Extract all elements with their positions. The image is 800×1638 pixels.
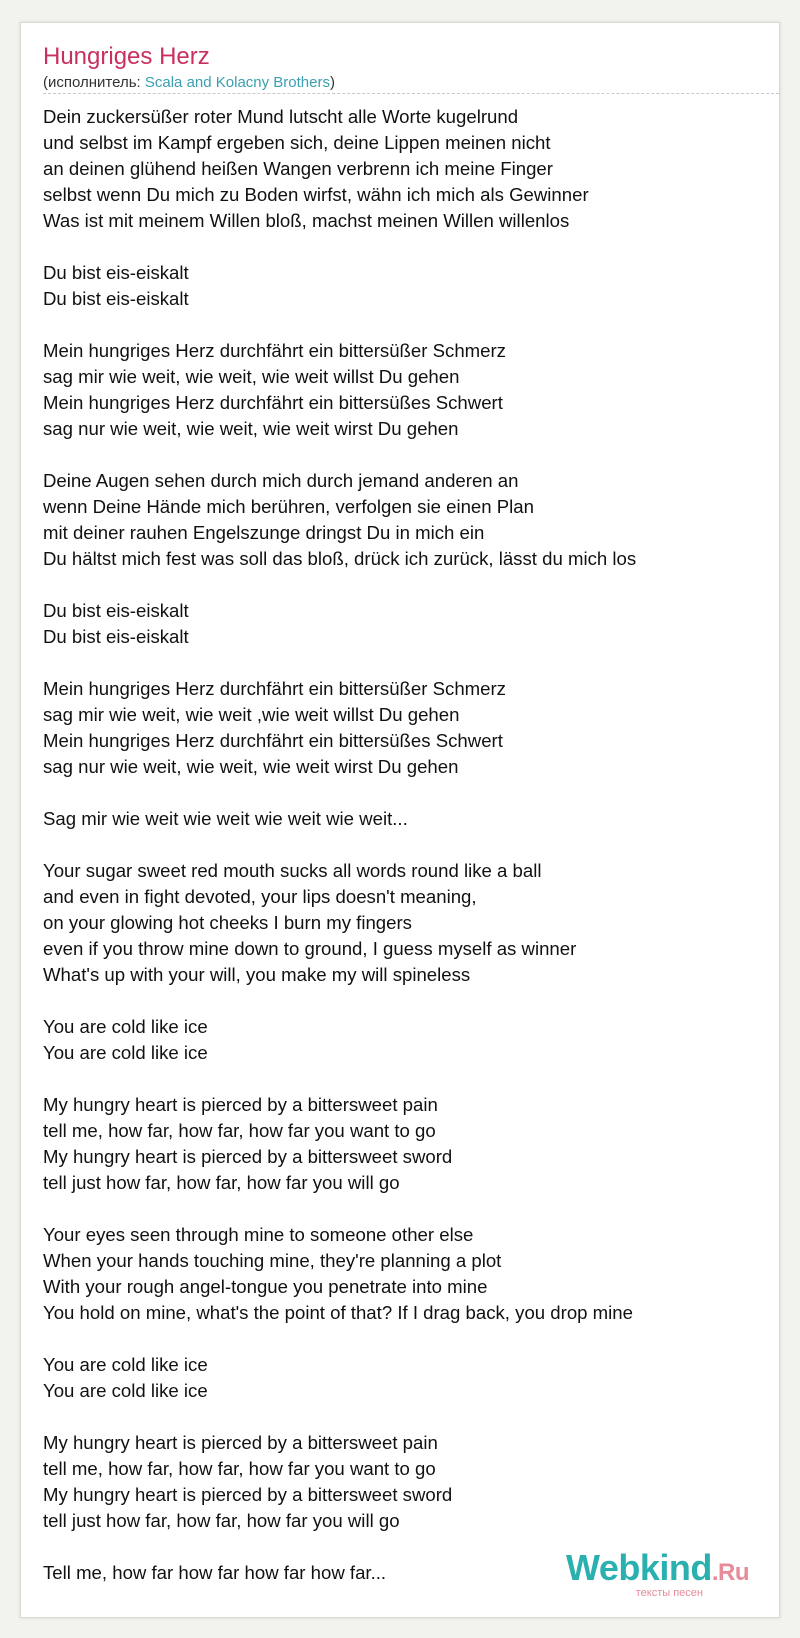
lyric-line: even if you throw mine down to ground, I guess myself as winner	[43, 938, 577, 959]
lyric-line: selbst wenn Du mich zu Boden wirfst, wähn ich mich als Gewinner	[43, 184, 589, 205]
lyric-line: Sag mir wie weit wie weit wie weit wie weit...	[43, 808, 408, 829]
stanza-break	[43, 1326, 636, 1352]
lyric-line: My hungry heart is pierced by a bittersweet pain	[43, 1432, 438, 1453]
stanza-break	[43, 312, 636, 338]
lyric-line: My hungry heart is pierced by a bittersweet sword	[43, 1146, 453, 1167]
lyric-line: sag nur wie weit, wie weit, wie weit wirst Du gehen	[43, 418, 459, 439]
stanza-break	[43, 572, 636, 598]
lyric-line: Du bist eis-eiskalt	[43, 626, 189, 647]
stanza-break	[43, 442, 636, 468]
lyric-line: Mein hungriges Herz durchfährt ein bittersüßer Schmerz	[43, 340, 506, 361]
lyric-line: Mein hungriges Herz durchfährt ein bittersüßes Schwert	[43, 730, 503, 751]
artist-suffix: )	[329, 74, 335, 91]
lyric-line: Du bist eis-eiskalt	[43, 288, 189, 309]
lyric-line: Your sugar sweet red mouth sucks all words round like a ball	[43, 860, 542, 881]
logo-wordmark	[565, 1547, 749, 1591]
lyric-line: You are cold like ice	[43, 1016, 208, 1037]
lyric-line: You hold on mine, what's the point of that? If I drag back, you drop mine	[43, 1302, 633, 1323]
lyric-line: Du bist eis-eiskalt	[43, 600, 189, 621]
lyric-line: Mein hungriges Herz durchfährt ein bittersüßes Schwert	[43, 392, 503, 413]
lyrics-card	[20, 22, 780, 1618]
stanza-break	[43, 1534, 636, 1560]
lyric-line: tell just how far, how far, how far you will go	[43, 1510, 400, 1531]
lyric-line: Dein zuckersüßer roter Mund lutscht alle Worte kugelrund	[43, 106, 519, 127]
lyric-line: You are cold like ice	[43, 1042, 208, 1063]
lyric-line: and even in fight devoted, your lips doesn't meaning,	[43, 886, 477, 907]
lyric-line: an deinen glühend heißen Wangen verbrenn ich meine Finger	[43, 158, 553, 179]
stanza-break	[43, 1066, 636, 1092]
stanza-break	[43, 988, 636, 1014]
lyric-line: und selbst im Kampf ergeben sich, deine Lippen meinen nicht	[43, 132, 551, 153]
lyric-line: tell me, how far, how far, how far you want to go	[43, 1120, 436, 1141]
lyric-line: Du bist eis-eiskalt	[43, 262, 189, 283]
lyric-line: My hungry heart is pierced by a bittersweet sword	[43, 1484, 453, 1505]
lyric-line: You are cold like ice	[43, 1380, 208, 1401]
lyric-line: What's up with your will, you make my will spineless	[43, 964, 471, 985]
stanza-break	[43, 234, 636, 260]
lyric-line: Your eyes seen through mine to someone other else	[43, 1224, 474, 1245]
lyric-line: With your rough angel-tongue you penetrate into mine	[43, 1276, 488, 1297]
stanza-break	[43, 650, 636, 676]
lyric-line: on your glowing hot cheeks I burn my fingers	[43, 912, 412, 933]
lyric-line: sag mir wie weit, wie weit, wie weit willst Du gehen	[43, 366, 460, 387]
lyric-line: tell me, how far, how far, how far you want to go	[43, 1458, 436, 1479]
lyric-line: You are cold like ice	[43, 1354, 208, 1375]
lyric-line: tell just how far, how far, how far you will go	[43, 1172, 400, 1193]
stanza-break	[43, 780, 636, 806]
lyric-line: Was ist mit meinem Willen bloß, machst meinen Willen willenlos	[43, 210, 570, 231]
lyric-line: Mein hungriges Herz durchfährt ein bittersüßer Schmerz	[43, 678, 506, 699]
song-title: Hungriges Herz	[43, 43, 210, 70]
site-logo[interactable]	[565, 1547, 749, 1599]
lyric-line: wenn Deine Hände mich berühren, verfolgen sie einen Plan	[43, 496, 534, 517]
artist-line	[43, 74, 335, 91]
artist-prefix: (исполнитель:	[43, 74, 145, 91]
title-divider	[43, 93, 779, 94]
lyric-line: When your hands touching mine, they're planning a plot	[43, 1250, 502, 1271]
lyric-line: Du hältst mich fest was soll das bloß, drück ich zurück, lässt du mich los	[43, 548, 637, 569]
logo-tld: .Ru	[711, 1559, 749, 1586]
artist-link[interactable]: Scala and Kolacny Brothers	[144, 74, 330, 91]
logo-tagline: тексты песен	[635, 1587, 703, 1599]
logo-name: Webkind	[565, 1547, 712, 1588]
stanza-break	[43, 1196, 636, 1222]
lyric-line: sag mir wie weit, wie weit ,wie weit willst Du gehen	[43, 704, 460, 725]
lyric-line: mit deiner rauhen Engelszunge dringst Du in mich ein	[43, 522, 485, 543]
lyric-line: Deine Augen sehen durch mich durch jemand anderen an	[43, 470, 519, 491]
lyrics-text	[43, 104, 636, 1586]
lyric-line: My hungry heart is pierced by a bittersweet pain	[43, 1094, 438, 1115]
lyric-line: Tell me, how far how far how far how far...	[43, 1562, 387, 1583]
stanza-break	[43, 1404, 636, 1430]
lyric-line: sag nur wie weit, wie weit, wie weit wirst Du gehen	[43, 756, 459, 777]
stanza-break	[43, 832, 636, 858]
